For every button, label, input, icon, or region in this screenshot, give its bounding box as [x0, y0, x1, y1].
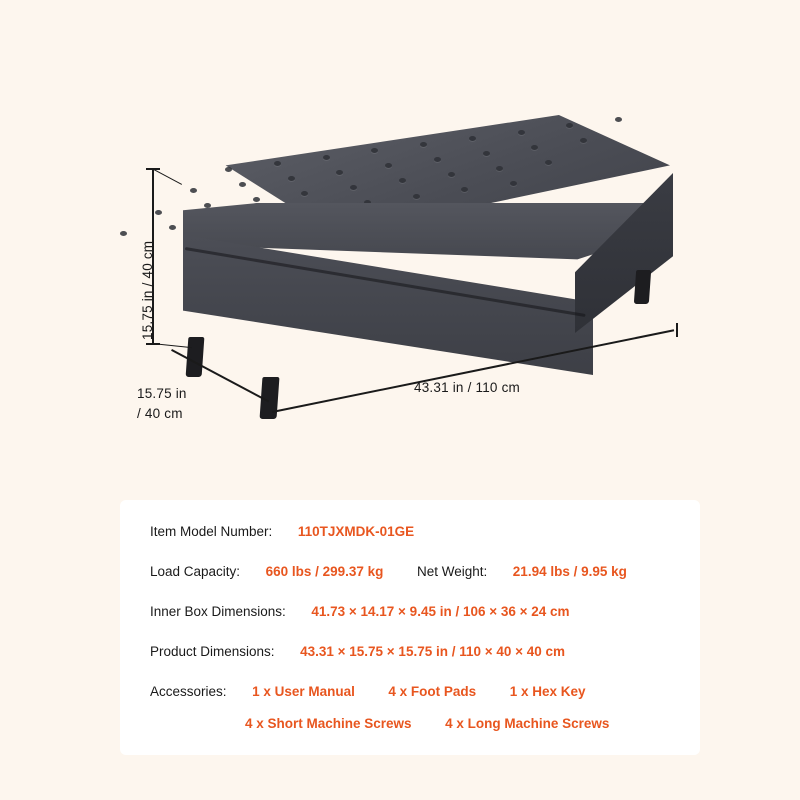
depth-dimension-label-line2: / 40 cm [137, 406, 183, 421]
spec-value-inner-box-dimensions: 41.73 × 14.17 × 9.45 in / 106 × 36 × 24 cm [311, 604, 570, 619]
spec-value-short-machine-screws: 4 x Short Machine Screws [245, 716, 412, 731]
height-dimension-label: 15.75 in / 40 cm [140, 240, 155, 340]
spec-row [150, 564, 627, 579]
tuft-button [239, 182, 246, 187]
spec-label-model-number: Item Model Number: [150, 524, 273, 539]
tuft-button [120, 231, 127, 236]
spec-row [150, 684, 586, 699]
spec-row [150, 524, 414, 539]
spec-value-hex-key: 1 x Hex Key [509, 684, 586, 699]
tuft-button [155, 210, 162, 215]
spec-label-accessories: Accessories: [150, 684, 227, 699]
spec-label-net-weight: Net Weight: [416, 564, 488, 579]
width-dimension-tick-right [676, 323, 678, 337]
storage-ottoman-bench-image [165, 115, 685, 415]
spec-label-load-capacity: Load Capacity: [150, 564, 241, 579]
spec-label-product-dimensions: Product Dimensions: [150, 644, 275, 659]
tuft-button [190, 188, 197, 193]
tuft-button [169, 225, 176, 230]
spec-value-foot-pads: 4 x Foot Pads [388, 684, 477, 699]
spec-label-inner-box-dimensions: Inner Box Dimensions: [150, 604, 286, 619]
spec-value-user-manual: 1 x User Manual [252, 684, 355, 699]
depth-dimension-label-line1: 15.75 in [137, 386, 187, 401]
bench-leg [634, 270, 651, 304]
specification-card [120, 500, 700, 755]
tuft-button [253, 197, 260, 202]
width-dimension-label: 43.31 in / 110 cm [414, 380, 520, 395]
spec-row [150, 604, 570, 619]
tuft-button [615, 117, 622, 122]
spec-value-model-number: 110TJXMDK-01GE [297, 524, 415, 539]
spec-value-net-weight: 21.94 lbs / 9.95 kg [512, 564, 627, 579]
spec-value-product-dimensions: 43.31 × 15.75 × 15.75 in / 110 × 40 × 40 cm [300, 644, 566, 659]
spec-row [245, 716, 609, 731]
spec-row [150, 644, 565, 659]
spec-value-load-capacity: 660 lbs / 299.37 kg [265, 564, 384, 579]
spec-value-long-machine-screws: 4 x Long Machine Screws [445, 716, 610, 731]
